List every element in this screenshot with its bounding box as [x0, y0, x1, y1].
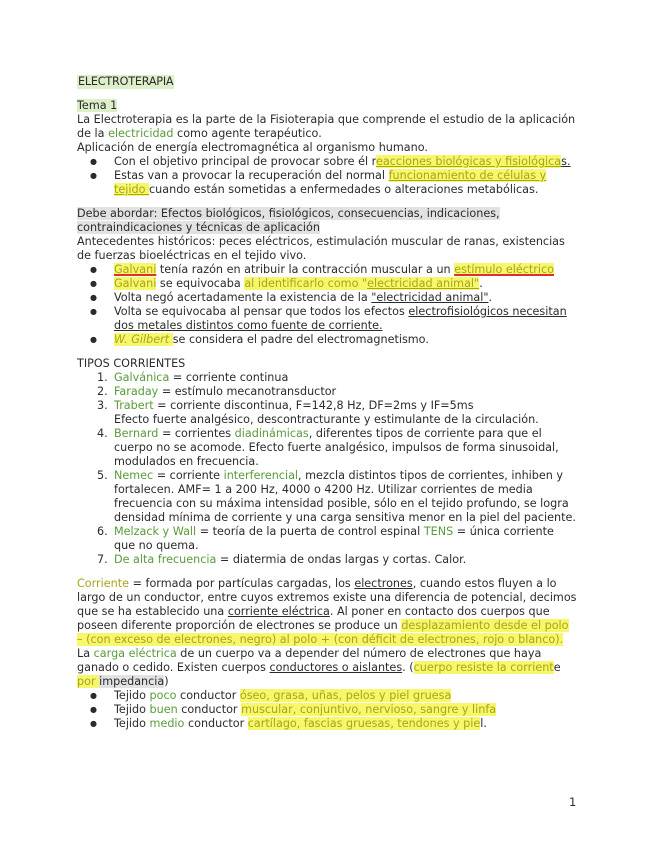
corriente-paragraph: Corriente = formada por partículas cargadas, los electrones, cuando estos fluyen a lo largo de un conductor, entre cuyos extremos existe una diferencia de potencial, decimos que se ha establecido una corriente eléctrica. Al poner en contacto dos cuerpos que poseen diferente proporción de electrones se produce un desplazamiento desde el polo – (con exceso de electrones, negro) al polo + (con déficit de electrones, rojo o blanco). — [77, 577, 577, 646]
intro-paragraph-2: Aplicación de energía electromagnética al organismo humano. — [77, 141, 428, 154]
list-item: 6. Melzack y Wall = teoría de la puerta de control espinal TENS = única corriente que no quema. — [97, 525, 554, 552]
antecedentes-paragraph: Antecedentes históricos: peces eléctricos, estimulación muscular de ranas, existencias de fuerzas bioeléctricas en el tejido vivo. — [77, 235, 565, 262]
list-item: 3. Trabert = corriente discontinua, F=142,8 Hz, DF=2ms y IF=5ms Efecto fuerte analgésico, descontracturante y estimulante de la circulación. — [97, 399, 539, 426]
list-item: 5. Nemec = corriente interferencial, mezcla distintos tipos de corrientes, inhiben y fortalecen. AMF= 1 a 200 Hz, 4000 o 4200 Hz. Utilizar corrientes de media frecuencia con su máxima intensidad posible, sólo en el tejido profundo, se logra densidad mínima de corriente y una carga sensitiva menor en la piel del paciente. — [97, 469, 576, 524]
list-item: 7. De alta frecuencia = diatermia de ondas largas y cortas. Calor. — [97, 553, 467, 566]
intro-bullet-list — [77, 155, 577, 197]
tejidos-bullet-list — [77, 689, 577, 731]
carga-paragraph: La carga eléctrica de un cuerpo va a depender del número de electrones que haya ganado o cedido. Existen cuerpos conductores o aislantes. (cuerpo resiste la corriente por impedancia) — [77, 647, 561, 688]
list-item: ● Volta negó acertadamente la existencia de la "electricidad animal". — [77, 291, 577, 305]
tipos-ordered-list — [77, 371, 577, 567]
document-page — [77, 75, 577, 731]
tipos-heading: TIPOS CORRIENTES — [77, 357, 186, 370]
list-item: 2. Faraday = estímulo mecanotransductor — [97, 385, 337, 398]
list-item: ● Estas van a provocar la recuperación del normal funcionamiento de células y tejido cuando están sometidas a enfermedades o alteraciones metabólicas. — [77, 169, 577, 197]
list-item: ● Tejido medio conductor cartílago, fascias gruesas, tendones y piel. — [77, 717, 577, 731]
document-title: ELECTROTERAPIA — [78, 75, 174, 88]
list-item: 4. Bernard = corrientes diadinámicas, diferentes tipos de corriente para que el cuerpo no se acomode. Efecto fuerte analgésico, impulsos de forma sinusoidal, modulados en frecuencia. — [97, 427, 559, 468]
debe-heading: Debe abordar: Efectos biológicos, fisiológicos, consecuencias, indicaciones, contraindicaciones y técnicas de aplicación — [77, 207, 500, 234]
list-item: ● Con el objetivo principal de provocar sobre él reacciones biológicas y fisiológicas. — [77, 155, 577, 169]
list-item: ● Volta se equivocaba al pensar que todos los efectos electrofisiológicos necesitan dos metales distintos como fuente de corriente. — [77, 305, 577, 333]
list-item: ● Galvani se equivocaba al identificarlo como "electricidad animal". — [77, 277, 577, 291]
intro-paragraph: La Electroterapia es la parte de la Fisioterapia que comprende el estudio de la aplicación de la electricidad como agente terapéutico. — [77, 113, 576, 140]
list-item: ● Galvani tenía razón en atribuir la contracción muscular a un estímulo eléctrico — [77, 263, 577, 277]
list-item: 1. Galvánica = corriente continua — [97, 371, 289, 384]
list-item: ● W. Gilbert se considera el padre del electromagnetismo. — [77, 333, 577, 347]
list-item: ● Tejido buen conductor muscular, conjuntivo, nervioso, sangre y linfa — [77, 703, 577, 717]
page-number: 1 — [569, 795, 577, 809]
section-heading-tema: Tema 1 — [77, 99, 118, 112]
list-item: ● Tejido poco conductor óseo, grasa, uñas, pelos y piel gruesa — [77, 689, 577, 703]
debe-bullet-list — [77, 263, 577, 347]
